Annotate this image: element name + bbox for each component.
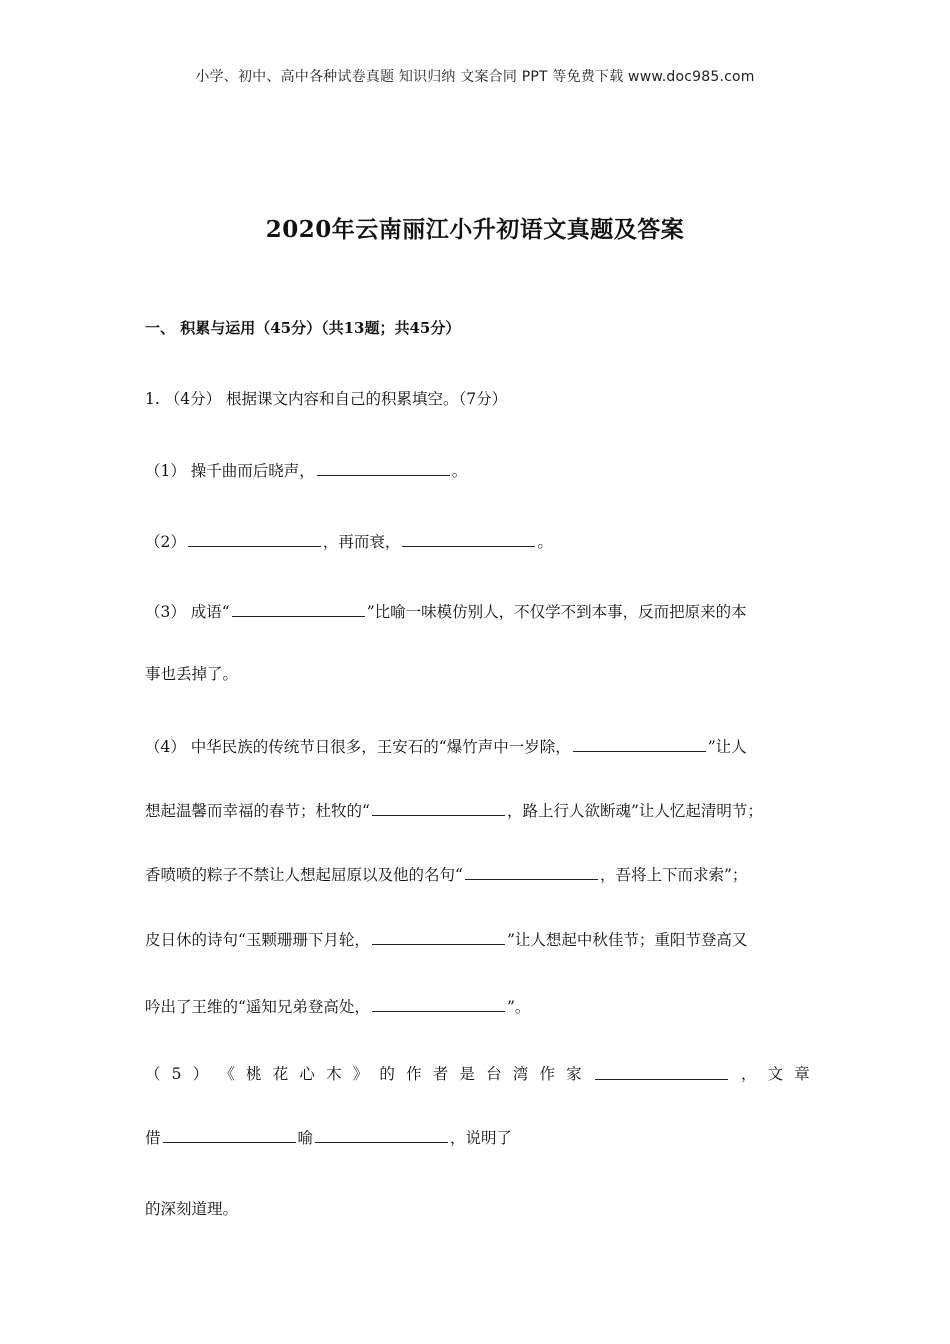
part-5-char: 作 [406, 1065, 422, 1083]
part-5-char: 家 [566, 1065, 582, 1083]
part-5-char: 者 [432, 1065, 449, 1083]
question-1-part-3-cont: 事也丢掉了。 [145, 665, 239, 683]
question-1-part-4-line-2 [145, 800, 810, 821]
part-4-text: 吟出了王维的“遥知兄弟登高处， [145, 998, 370, 1016]
part-5-char: ， [740, 1065, 757, 1083]
part-5-text: ，说明了 [450, 1129, 513, 1147]
answer-blank[interactable] [372, 929, 505, 945]
part-5-text: 借 [145, 1129, 161, 1147]
answer-blank[interactable] [315, 1127, 448, 1143]
answer-blank[interactable] [402, 531, 535, 547]
part-5-char: 章 [794, 1065, 810, 1083]
part-5-char: 台 [486, 1065, 502, 1083]
answer-blank[interactable] [317, 460, 450, 476]
part-5-char: ） [192, 1065, 209, 1083]
part-5-char: 木 [326, 1065, 342, 1083]
answer-blank[interactable] [163, 1127, 296, 1143]
part-3-rest: ”比喻一味模仿别人，不仅学不到本事，反而把原来的本 [366, 603, 747, 621]
part-5-char: 桃 [246, 1065, 262, 1083]
answer-blank[interactable] [595, 1064, 728, 1080]
part-5-char: 《 [219, 1065, 235, 1083]
question-1-part-4-line-5 [145, 996, 810, 1017]
answer-blank[interactable] [232, 601, 365, 617]
part-3-text: （3） 成语“ [145, 603, 230, 621]
answer-blank[interactable] [465, 864, 598, 880]
part-4-text: ”让人 [707, 738, 747, 756]
question-1-part-5-line-2 [145, 1127, 810, 1148]
part-2-mid: ，再而衰， [322, 533, 401, 551]
part-5-char: 湾 [512, 1065, 529, 1083]
part-5-justified-line [145, 1064, 810, 1084]
question-1-part-1 [145, 460, 810, 481]
part-4-text: ，吾将上下而求索”； [599, 866, 748, 884]
question-1-stem: 1. （4分） 根据课文内容和自己的积累填空。（7分） [145, 390, 508, 408]
part-4-text: （4） 中华民族的传统节日很多，王安石的“爆竹声中一岁除， [145, 738, 571, 756]
part-5-char: 花 [272, 1065, 289, 1083]
question-1-part-3 [145, 601, 810, 622]
page-title: 2020年云南丽江小升初语文真题及答案 [265, 216, 685, 243]
part-1-end: 。 [451, 462, 468, 480]
section-heading: 一、 积累与运用（45分）（共13题；共45分） [145, 319, 461, 337]
question-1-part-5-line-1 [145, 1064, 810, 1084]
question-1-part-4-line-4 [145, 929, 810, 950]
question-1-part-5-line-3: 的深刻道理。 [145, 1200, 239, 1218]
part-5-char: （ [145, 1065, 161, 1083]
answer-blank[interactable] [372, 800, 505, 816]
part-2-end: 。 [537, 533, 553, 551]
part-4-text: 皮日休的诗句“玉颗珊珊下月轮， [145, 931, 370, 949]
answer-blank[interactable] [188, 531, 321, 547]
part-4-text: ”让人想起中秋佳节；重阳节登高又 [506, 931, 748, 949]
part-4-text: 想起温馨而幸福的春节；杜牧的“ [145, 802, 370, 820]
part-4-text: ”。 [506, 998, 531, 1016]
question-1-part-4-line-3 [145, 864, 810, 885]
question-1-part-2 [145, 531, 810, 552]
page-header: 小学、初中、高中各种试卷真题 知识归纳 文案合同 PPT 等免费下载 www.doc985.com [195, 69, 755, 85]
answer-blank[interactable] [372, 996, 505, 1012]
part-5-char: 文 [767, 1065, 784, 1083]
part-5-char: 是 [459, 1065, 475, 1083]
question-1-part-4-line-1 [145, 736, 810, 757]
answer-blank[interactable] [573, 736, 706, 752]
part-5-char: 的 [379, 1065, 395, 1083]
part-5-char: 5 [171, 1065, 182, 1083]
part-5-char: 作 [539, 1065, 555, 1083]
part-5-char: 》 [352, 1065, 369, 1083]
part-2-label: （2） [145, 533, 186, 551]
part-4-text: ，路上行人欲断魂”让人忆起清明节； [506, 802, 763, 820]
part-4-text: 香喷喷的粽子不禁让人想起屈原以及他的名句“ [145, 866, 463, 884]
part-5-char: 心 [299, 1065, 315, 1083]
part-5-text: 喻 [297, 1129, 314, 1147]
part-1-text: （1） 操千曲而后晓声， [145, 462, 315, 480]
